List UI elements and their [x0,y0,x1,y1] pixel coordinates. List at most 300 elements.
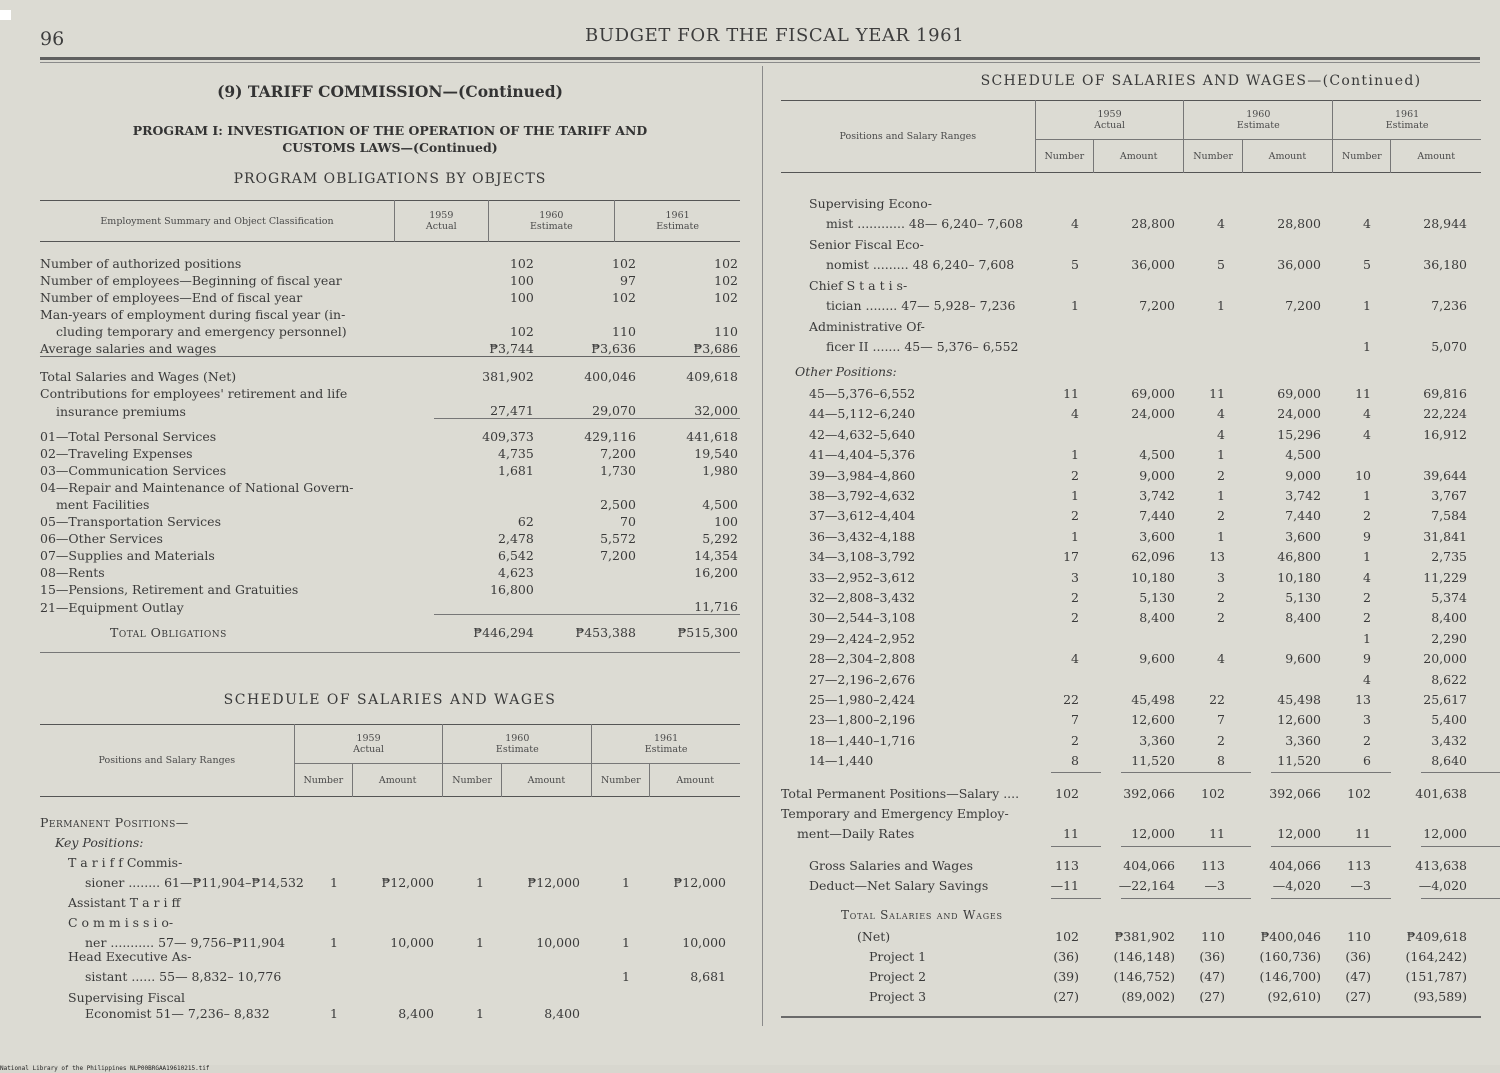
program-title [100,122,680,156]
salary-grade: 25—1,980–2,424 [809,692,916,707]
number-cell: 1 [1217,447,1225,463]
amount-cell: 69,000 [1277,386,1321,401]
row-value [434,384,536,401]
number-cell: 11 [1209,386,1225,401]
amount-cell: 392,066 [1123,786,1175,801]
salary-grade: 33—2,952–3,612 [809,569,916,585]
amount-cell: 10,000 [390,935,434,950]
table-row [40,339,740,357]
row-value: 400,046 [536,357,638,385]
salary-grade: 27—2,196–2,676 [809,671,916,687]
number-cell: 1 [1363,339,1371,354]
row-label: ment Facilities [56,497,150,512]
row-label: cluding temporary and emergency personnel) [56,324,347,339]
table-row [40,495,740,512]
row-value: 6,542 [498,548,534,563]
salary-grade: 28—2,304–2,808 [809,651,916,667]
amount-cell: ₱12,000 [673,875,726,890]
amount-cell: (89,002) [1121,989,1175,1004]
number-cell: 113 [1347,858,1371,873]
amount-cell: (93,589) [1413,989,1467,1004]
amount-cell: 392,066 [1269,786,1321,801]
row-value: 102 [612,256,636,271]
number-cell: 4 [1217,406,1225,422]
number-cell: 2 [1071,508,1079,524]
amount-cell: 22,224 [1423,406,1467,422]
row-value: 11,716 [694,599,738,614]
row-label: Number of employees—End of fiscal year [40,290,303,305]
row-label: 05—Transportation Services [40,514,221,529]
row-value: 100 [509,290,534,305]
col-header-year: 1961 Estimate [615,201,740,242]
amount-cell: 28,800 [1277,216,1321,231]
table-rule [1421,772,1500,773]
table-rule [1121,846,1201,847]
row-value: 2,500 [600,497,636,512]
amount-cell: 5,130 [1285,590,1321,605]
row-value: ₱446,294 [434,615,536,641]
row-value: ₱515,300 [638,615,740,641]
amount-cell: 10,180 [1277,569,1321,585]
salary-grade: 14—1,440 [809,753,874,769]
row-value: ₱3,636 [591,341,636,356]
number-cell: 102 [1055,929,1079,944]
row-label: Number of authorized positions [40,256,242,271]
permanent-positions-label: Permanent Positions— [40,815,189,830]
row-value: 110 [612,324,636,339]
row-value: 1,730 [600,463,636,478]
col-header-positions: Positions and Salary Ranges [839,131,977,142]
col-header-number: Number [592,764,650,797]
number-cell: 10 [1355,467,1371,483]
number-cell: —3 [1350,878,1371,893]
project-label: Project 2 [869,969,927,984]
number-cell: 13 [1209,549,1225,565]
number-cell: 1 [1363,488,1371,503]
amount-cell: 7,584 [1431,508,1467,524]
amount-cell: 45,498 [1131,692,1175,707]
amount-cell: (146,700) [1259,969,1321,984]
col-header-number: Number [1035,140,1093,173]
number-cell: 13 [1355,692,1371,707]
row-value: 19,540 [694,446,738,461]
amount-cell: 7,440 [1285,508,1321,524]
salary-grade: 39—3,984–4,860 [809,467,916,483]
number-cell: 3 [1363,712,1371,728]
number-cell: 2 [1071,467,1079,483]
row-value [434,597,536,615]
amount-cell: 39,644 [1423,467,1467,483]
section-title: (9) TARIFF COMMISSION—(Continued) [217,82,563,101]
number-cell: 11 [1209,826,1225,841]
amount-cell: ₱12,000 [381,875,434,890]
col-header-amount: Amount [1242,140,1333,173]
table-rule [1051,772,1101,773]
gross-salaries-label: Gross Salaries and Wages [809,858,974,873]
number-cell: 4 [1217,651,1225,667]
salary-grade: 29—2,424–2,952 [809,630,916,646]
col-header-amount: Amount [650,764,740,797]
number-cell: 1 [1217,298,1225,313]
amount-cell: 10,180 [1131,569,1175,585]
amount-cell: 3,432 [1431,732,1467,748]
table-rule [1271,846,1351,847]
salary-grade: 18—1,440–1,716 [809,732,916,748]
amount-cell: 20,000 [1423,651,1467,667]
amount-cell: 69,000 [1131,386,1175,401]
number-cell: 1 [476,1006,484,1021]
amount-cell: 3,600 [1285,528,1321,544]
table-row [40,512,740,529]
project-label: Project 1 [869,949,927,964]
section-rule [40,652,740,653]
number-cell: 11 [1063,386,1079,401]
amount-cell: 9,600 [1285,651,1321,667]
col-header-year: 1960 Estimate [443,725,592,764]
number-cell: —3 [1204,878,1225,893]
number-cell: 2 [1363,732,1371,748]
amount-cell: 8,400 [398,1006,434,1021]
table-rule [1271,772,1351,773]
number-cell: 4 [1071,216,1079,231]
row-label: 07—Supplies and Materials [40,548,215,563]
col-header-amount: Amount [501,764,592,797]
row-value: 5,292 [702,531,738,546]
schedule-table-header-right [781,100,1481,173]
row-label: 01—Total Personal Services [40,429,217,444]
row-value [536,580,638,597]
row-value: 1,681 [498,463,534,478]
table-row [40,597,740,615]
salary-grade: 45—5,376–6,552 [809,386,916,401]
number-cell: 2 [1363,610,1371,626]
amount-cell: 8,400 [544,1006,580,1021]
schedule-heading: SCHEDULE OF SALARIES AND WAGES [223,692,557,708]
position-salary-range: nomist ......... 48 6,240– 7,608 [826,257,1015,272]
number-cell: 102 [1347,786,1371,801]
amount-cell: —22,164 [1118,878,1175,893]
row-label: Average salaries and wages [40,341,217,356]
amount-cell: 2,735 [1431,549,1467,565]
amount-cell: 3,742 [1139,488,1175,503]
amount-cell: 11,520 [1131,753,1175,769]
column-divider [762,66,763,1026]
row-label: 15—Pensions, Retirement and Gratuities [40,582,299,597]
number-cell: 2 [1363,590,1371,605]
amount-cell: 12,000 [1277,826,1321,841]
amount-cell: 36,000 [1277,257,1321,272]
number-cell: 5 [1071,257,1079,272]
col-header-number: Number [443,764,501,797]
position-title: Supervising Econo- [809,196,932,211]
number-cell: 2 [1217,732,1225,748]
number-cell: 3 [1071,569,1079,585]
row-label: Contributions for employees' retirement and life [40,386,348,401]
salary-grade: 44—5,112–6,240 [809,406,916,422]
number-cell: (36) [1199,949,1225,964]
number-cell: 22 [1063,692,1079,707]
col-header-year: 1959 Actual [294,725,443,764]
amount-cell: 5,400 [1431,712,1467,728]
salary-grade: 41—4,404–5,376 [809,447,916,463]
number-cell: 4 [1363,426,1371,442]
amount-cell: —4,020 [1418,878,1467,893]
amount-cell: 12,600 [1131,712,1175,728]
table-row [40,250,740,271]
number-cell: 1 [622,969,630,984]
amount-cell: 28,800 [1131,216,1175,231]
col-header-year: 1961 Estimate [1333,101,1481,140]
row-value: 102 [509,256,534,271]
table-row [40,357,740,385]
position-salary-range: Economist 51— 7,236– 8,832 [85,1006,270,1021]
row-label: 03—Communication Services [40,463,227,478]
table-row [40,461,740,478]
position-salary-range: ficer II ....... 45— 5,376– 6,552 [826,339,1019,354]
amount-cell: ₱409,618 [1406,929,1467,944]
number-cell: 110 [1347,929,1371,944]
salary-grade: 42—4,632–5,640 [809,426,916,442]
number-cell: 4 [1217,426,1225,442]
row-label: 06—Other Services [40,531,163,546]
key-positions-label: Key Positions: [55,835,144,850]
table-row [40,444,740,461]
number-cell: 9 [1363,651,1371,667]
amount-cell: 9,000 [1285,467,1321,483]
table-row [40,305,740,322]
number-cell: 2 [1071,610,1079,626]
col-header-year: 1960 Estimate [488,201,615,242]
amount-cell: 69,816 [1423,386,1467,401]
row-label: Man-years of employment during fiscal year (in- [40,307,346,322]
row-value: 100 [714,514,738,529]
row-value [638,580,740,597]
amount-cell: 404,066 [1123,858,1175,873]
row-value: 102 [714,290,738,305]
number-cell: 1 [1363,630,1371,646]
amount-cell: ₱400,046 [1260,929,1321,944]
number-cell: 2 [1217,610,1225,626]
total-permanent-label: Total Permanent Positions—Salary .... [781,786,1020,801]
table-row [40,419,740,445]
position-title: Head Executive As- [68,949,192,964]
scan-corner-mark [0,10,11,20]
number-cell: (39) [1053,969,1079,984]
row-value: 16,800 [490,582,534,597]
col-header-positions: Positions and Salary Ranges [98,755,236,766]
amount-cell: 4,500 [1285,447,1321,463]
table-rule [1341,846,1391,847]
table-rule [1421,846,1500,847]
col-header-amount: Amount [1093,140,1184,173]
other-positions-label: Other Positions: [795,364,897,379]
row-value [638,384,740,401]
table-rule [1421,898,1500,899]
obligations-heading: PROGRAM OBLIGATIONS BY OBJECTS [233,171,547,187]
table-rule [1341,898,1391,899]
amount-cell: 11,520 [1277,753,1321,769]
number-cell: 2 [1071,732,1079,748]
table-rule [1201,898,1251,899]
number-cell: 1 [622,875,630,890]
col-header-year: 1959 Actual [1035,101,1184,140]
row-value: 7,200 [600,548,636,563]
number-cell: —11 [1050,878,1079,893]
amount-cell: 12,000 [1423,826,1467,841]
row-label: 21—Equipment Outlay [40,599,184,615]
amount-cell: 62,096 [1131,549,1175,565]
table-rule [1051,846,1101,847]
number-cell: 1 [330,1006,338,1021]
amount-cell: 45,498 [1277,692,1321,707]
schedule-continued-title: SCHEDULE OF SALARIES AND WAGES—(Continued) [980,73,1422,89]
number-cell: 102 [1055,786,1079,801]
amount-cell: 36,000 [1131,257,1175,272]
amount-cell: (151,787) [1405,969,1467,984]
number-cell: 1 [476,875,484,890]
number-cell: 1 [1071,488,1079,503]
col-header-amount: Amount [1391,140,1481,173]
number-cell: 4 [1363,216,1371,231]
amount-cell: 8,400 [1139,610,1175,626]
top-rule-thin [40,62,1480,63]
number-cell: 1 [476,935,484,950]
bottom-rule [781,1016,1481,1018]
row-value: 100 [509,273,534,288]
number-cell: 8 [1217,753,1225,769]
row-value [434,305,536,322]
number-cell: 1 [1071,298,1079,313]
row-value [536,305,638,322]
row-value: 4,623 [498,565,534,580]
amount-cell: 25,617 [1423,692,1467,707]
amount-cell: 8,640 [1431,753,1467,769]
deduct-savings-label: Deduct—Net Salary Savings [809,878,989,893]
col-header-year: 1961 Estimate [592,725,740,764]
number-cell: 1 [330,875,338,890]
salary-grade: 32—2,808–3,432 [809,590,916,605]
amount-cell: 8,681 [690,969,726,984]
amount-cell: 9,600 [1139,651,1175,667]
number-cell: 102 [1201,786,1225,801]
amount-cell: (146,148) [1113,949,1175,964]
amount-cell: 5,130 [1139,590,1175,605]
number-cell: 2 [1363,508,1371,524]
program-title-line: PROGRAM I: INVESTIGATION OF THE OPERATION OF THE TARIFF AND [132,123,648,138]
number-cell: 4 [1217,216,1225,231]
number-cell: 1 [622,935,630,950]
col-header-number: Number [294,764,352,797]
number-cell: 7 [1217,712,1225,728]
amount-cell: 10,000 [536,935,580,950]
position-salary-range: tician ........ 47— 5,928– 7,236 [826,298,1016,313]
number-cell: 110 [1201,929,1225,944]
row-label: 04—Repair and Maintenance of National Govern- [40,480,354,495]
number-cell: 1 [1071,447,1079,463]
row-label: Total Salaries and Wages (Net) [40,357,434,385]
page-number: 96 [40,28,65,50]
number-cell: 5 [1217,257,1225,272]
position-title: C o m m i s s i o- [68,915,174,930]
number-cell: 2 [1217,590,1225,605]
position-salary-range: sistant ...... 55— 8,832– 10,776 [85,969,282,984]
objects-table-header [40,200,740,242]
amount-cell: ₱12,000 [527,875,580,890]
temporary-label: ment—Daily Rates [797,826,915,841]
amount-cell: 24,000 [1131,406,1175,422]
number-cell: 7 [1071,712,1079,728]
table-row [40,478,740,495]
position-salary-range: sioner ........ 61—₱11,904–₱14,532 [85,875,304,890]
number-cell: 11 [1355,386,1371,401]
number-cell: (47) [1199,969,1225,984]
table-rule [1121,898,1201,899]
row-value: 4,500 [702,497,738,512]
total-net-label: (Net) [857,929,891,944]
row-value: 102 [714,256,738,271]
amount-cell: 7,236 [1431,298,1467,313]
col-header-number: Number [1333,140,1391,173]
row-value [536,384,638,401]
row-value: 441,618 [638,419,740,445]
amount-cell: 24,000 [1277,406,1321,422]
table-rule [1201,772,1251,773]
table-row [40,563,740,580]
salary-grade: 37—3,612–4,404 [809,508,916,524]
number-cell: 1 [1217,528,1225,544]
table-row [40,615,740,641]
number-cell: (36) [1053,949,1079,964]
number-cell: (47) [1345,969,1371,984]
number-cell: 2 [1071,590,1079,605]
row-value [434,495,536,512]
row-value: ₱453,388 [536,615,638,641]
number-cell: 4 [1363,406,1371,422]
number-cell: 1 [1071,528,1079,544]
number-cell: (27) [1199,989,1225,1004]
amount-cell: 8,400 [1285,610,1321,626]
row-value: ₱3,744 [489,341,534,356]
position-title: Administrative Of- [809,319,925,334]
amount-cell: 3,600 [1139,528,1175,544]
top-rule [40,57,1480,60]
row-value: 7,200 [600,446,636,461]
number-cell: 11 [1355,826,1371,841]
total-net-label: Total Salaries and Wages [841,908,1003,922]
amount-cell: 7,200 [1285,298,1321,313]
number-cell: (27) [1345,989,1371,1004]
row-value: 5,572 [600,531,636,546]
amount-cell: (146,752) [1113,969,1175,984]
amount-cell: 36,180 [1423,257,1467,272]
col-header-year: 1959 Actual [395,201,489,242]
amount-cell: 404,066 [1269,858,1321,873]
row-value [536,597,638,615]
row-value: 429,116 [536,419,638,445]
salary-grade: 36—3,432–4,188 [809,528,916,544]
amount-cell: 31,841 [1423,528,1467,544]
row-value: ₱3,686 [693,341,738,356]
row-value [434,478,536,495]
number-cell: 4 [1363,569,1371,585]
position-title: Supervising Fiscal [68,990,186,1005]
amount-cell: 11,229 [1423,569,1467,585]
row-value: 4,735 [498,446,534,461]
row-value [638,305,740,322]
row-value: 110 [714,324,738,339]
table-row [40,384,740,401]
amount-cell: (160,736) [1259,949,1321,964]
